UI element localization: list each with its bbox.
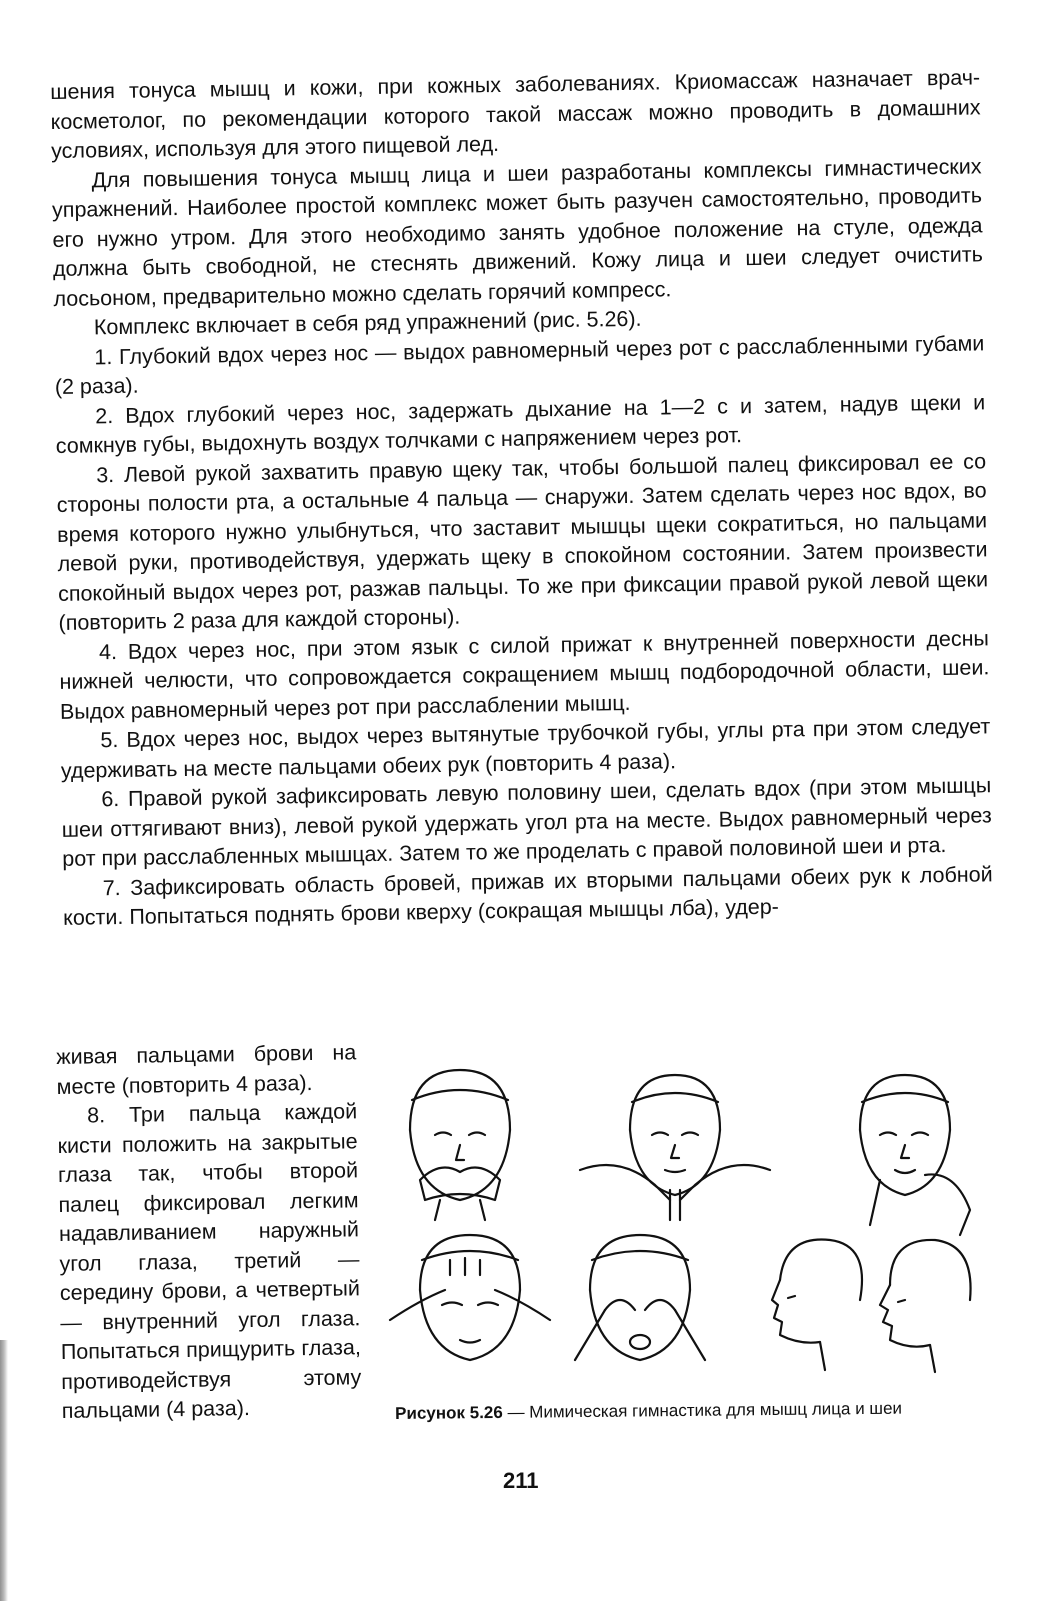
paragraph: Комплекс включает в себя ряд упражнений (рис. 5.26). (93, 306, 642, 340)
exercise-2: 2. Вдох глубокий через нос, задержать дыхание на 1—2 с и затем, надув щеки и сомкнув губы, выдохнуть воздух толчками с напряжением через рот. (55, 389, 986, 458)
caption-text: — Мимическая гимнастика для мышц лица и шеи (502, 1398, 903, 1422)
page-number: 211 (503, 1468, 539, 1493)
exercise-7: 7. Зафиксировать область бровей, прижав их вторыми пальцами обеих рук к лобной кости. Попытаться поднять брови кверху (сокращая мышцы лба), удер- (63, 861, 993, 930)
exercise-4: 4. Вдох через нос, при этом язык с силой прижат к внутренней поверхности десны нижней челюсти, что сопровождается сокращением мышц подбородочной области, шеи. Выдох равномерный через рот при расслаблении мышц. (59, 625, 990, 724)
profile-drawing-2 (880, 1240, 971, 1372)
profile-drawing-1 (772, 1240, 862, 1371)
face-drawing-2 (580, 1075, 770, 1220)
exercise-8: 8. Три пальца каждой кисти положить на закрытые глаза так, чтобы второй палец фиксировал легким надавливанием наружный угол глаза, третий — середину брови, а четвертый — внутренний угол глаза. Попытаться прищурить глаза, противодействуя этому пальцами (4 раза). (57, 1099, 362, 1423)
side-text-block (56, 1038, 362, 1426)
face-drawing-4 (390, 1235, 550, 1360)
main-text-block (50, 63, 993, 933)
exercise-1: 1. Глубокий вдох через нос — выдох равномерный через рот с расслабленными губами (2 раза). (54, 330, 985, 399)
face-gymnastics-drawings (380, 1060, 990, 1390)
caption-label: Рисунок 5.26 (395, 1402, 503, 1423)
paragraph: Для повышения тонуса мышц лица и шеи разработаны комплексы гимнастических упражнений. Наиболее простой комплекс может быть разучен самостоятельно, проводить его нужно утром. Для этого необходимо занять удобное положение на стуле, одежда должна быть свободной, не стеснять движений. Кожу лица и шеи следует очистить лосьоном, предварительно можно сделать горячий компресс. (51, 153, 984, 311)
exercise-6: 6. Правой рукой зафиксировать левую половину шеи, сделать вдох (при этом мышцы шеи оттягивают вниз), левой рукой удержать угол рта на месте. Выдох равномерный через рот при расслабленных мышцах. Затем то же проделать с правой половиной шеи и рта. (61, 773, 992, 871)
face-drawing-1 (410, 1070, 510, 1220)
exercise-3: 3. Левой рукой захватить правую щеку так, чтобы большой палец фиксировал ее со стороны полости рта, а остальные 4 пальца — снаружи. Затем сделать через нос вдох, во время которого нужно улыбнуться, что заставит мышцы щеки сократиться, но пальцами левой руки, противодействуя, удержать щеку в спокойном состоянии. Затем произвести спокойный выдох через рот, разжав пальцы. То же при фиксации правой рукой левой щеки (повторить 2 раза для каждой стороны). (56, 448, 989, 635)
exercise-5: 5. Вдох через нос, выдох через вытянутые трубочкой губы, углы рта при этом следует удерживать на месте пальцами обеих рук (повторить 4 раза). (60, 714, 991, 783)
paragraph: живая пальцами брови на месте (повторить 4 раза). (56, 1040, 357, 1099)
scan-edge-shadow (0, 1340, 8, 1601)
face-drawing-3 (860, 1075, 970, 1235)
figure-illustration (380, 1060, 990, 1430)
face-drawing-5 (575, 1235, 705, 1360)
paragraph: шения тонуса мышц и кожи, при кожных заболеваниях. Криомассаж назначает врач-косметолог, по рекомендации которого такой массаж можно проводить в домашних условиях, используя для этого пищевой лед. (50, 65, 981, 163)
